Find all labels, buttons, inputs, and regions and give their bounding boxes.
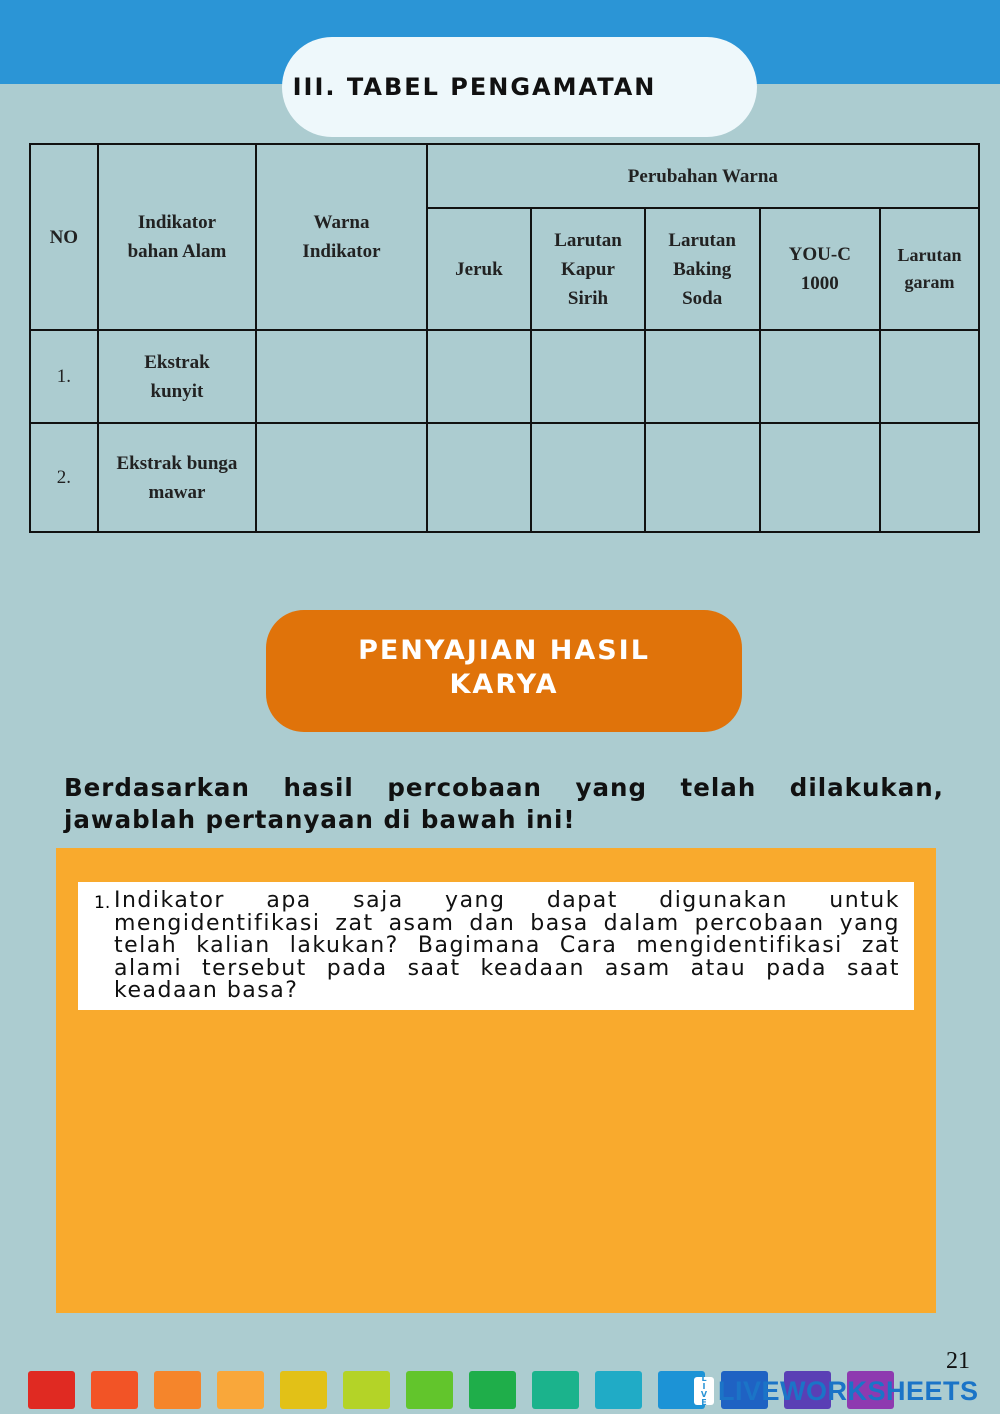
logo-letter: E	[701, 1398, 707, 1407]
answer-cell[interactable]	[427, 423, 531, 532]
logo-letter: I	[702, 1382, 706, 1391]
subheader-baking-soda-label: Larutan Baking Soda	[668, 229, 736, 309]
page-number: 21	[946, 1348, 970, 1374]
row-indicator-label: Ekstrak bunga mawar	[116, 452, 238, 503]
subheader-you-c	[760, 208, 881, 330]
answer-cell[interactable]	[427, 330, 531, 423]
header-indicator-label: Indikator bahan Alam	[127, 212, 227, 262]
subheader-jeruk: Jeruk	[427, 208, 531, 330]
color-swatch	[343, 1371, 390, 1409]
table-row	[30, 330, 979, 423]
answer-cell[interactable]	[880, 330, 979, 423]
section2-title: PENYAJIAN HASIL KARYA	[358, 635, 650, 700]
color-swatch	[154, 1371, 201, 1409]
subheader-kapur-sirih	[531, 208, 645, 330]
logo-letter: V	[700, 1390, 708, 1399]
header-color-change: Perubahan Warna	[427, 144, 979, 208]
answer-cell[interactable]	[645, 330, 760, 423]
header-no: NO	[30, 144, 98, 330]
color-swatch	[91, 1371, 138, 1409]
liveworksheets-logo-icon	[694, 1374, 714, 1407]
table-header-row	[30, 144, 979, 208]
section-title-pill	[282, 37, 757, 137]
color-swatch	[280, 1371, 327, 1409]
header-indicator	[98, 144, 257, 330]
answer-cell[interactable]	[880, 423, 979, 532]
row-number: 2.	[30, 423, 98, 532]
subheader-you-c-label: YOU-C 1000	[788, 244, 851, 294]
answer-cell[interactable]	[531, 423, 645, 532]
subheader-garam	[880, 208, 979, 330]
subheader-baking-soda	[645, 208, 760, 330]
question-box	[78, 882, 914, 1010]
header-indicator-color-label: Warna Indikator	[302, 212, 381, 262]
answer-cell[interactable]	[256, 330, 426, 423]
table-row	[30, 423, 979, 532]
row-indicator-label: Ekstrak kunyit	[144, 351, 210, 402]
subheader-kapur-sirih-label: Larutan Kapur Sirih	[554, 229, 622, 309]
answer-cell[interactable]	[645, 423, 760, 532]
logo-letter: L	[701, 1374, 707, 1383]
question-text: Indikator apa saja yang dapat digunakan untuk mengidentifikasi zat asam dan basa dalam percobaan yang telah kalian lakukan? Bagimana Cara mengidentifikasi zat alami tersebut pada saat keadaan asam atau pada saat keadaan basa?	[114, 888, 900, 1003]
color-swatch	[469, 1371, 516, 1409]
subheader-garam-label: Larutan garam	[897, 245, 962, 292]
watermark-text: LIVEWORKSHEETS	[718, 1375, 979, 1406]
color-swatch	[595, 1371, 642, 1409]
header-indicator-color	[256, 144, 426, 330]
answer-cell[interactable]	[760, 330, 881, 423]
color-swatch	[532, 1371, 579, 1409]
observation-table	[29, 143, 980, 533]
row-indicator	[98, 330, 257, 423]
instruction-text: Berdasarkan hasil percobaan yang telah dilakukan, jawablah pertanyaan di bawah ini!	[64, 773, 944, 834]
question-number: 1.	[94, 893, 111, 913]
section-title: III. TABEL PENGAMATAN	[292, 73, 657, 101]
color-swatch	[28, 1371, 75, 1409]
answer-cell[interactable]	[760, 423, 881, 532]
answer-cell[interactable]	[531, 330, 645, 423]
section2-title-pill	[266, 610, 742, 732]
row-indicator	[98, 423, 257, 532]
color-swatch	[217, 1371, 264, 1409]
row-number: 1.	[30, 330, 98, 423]
answer-cell[interactable]	[256, 423, 426, 532]
color-swatch	[406, 1371, 453, 1409]
liveworksheets-watermark	[694, 1374, 979, 1408]
